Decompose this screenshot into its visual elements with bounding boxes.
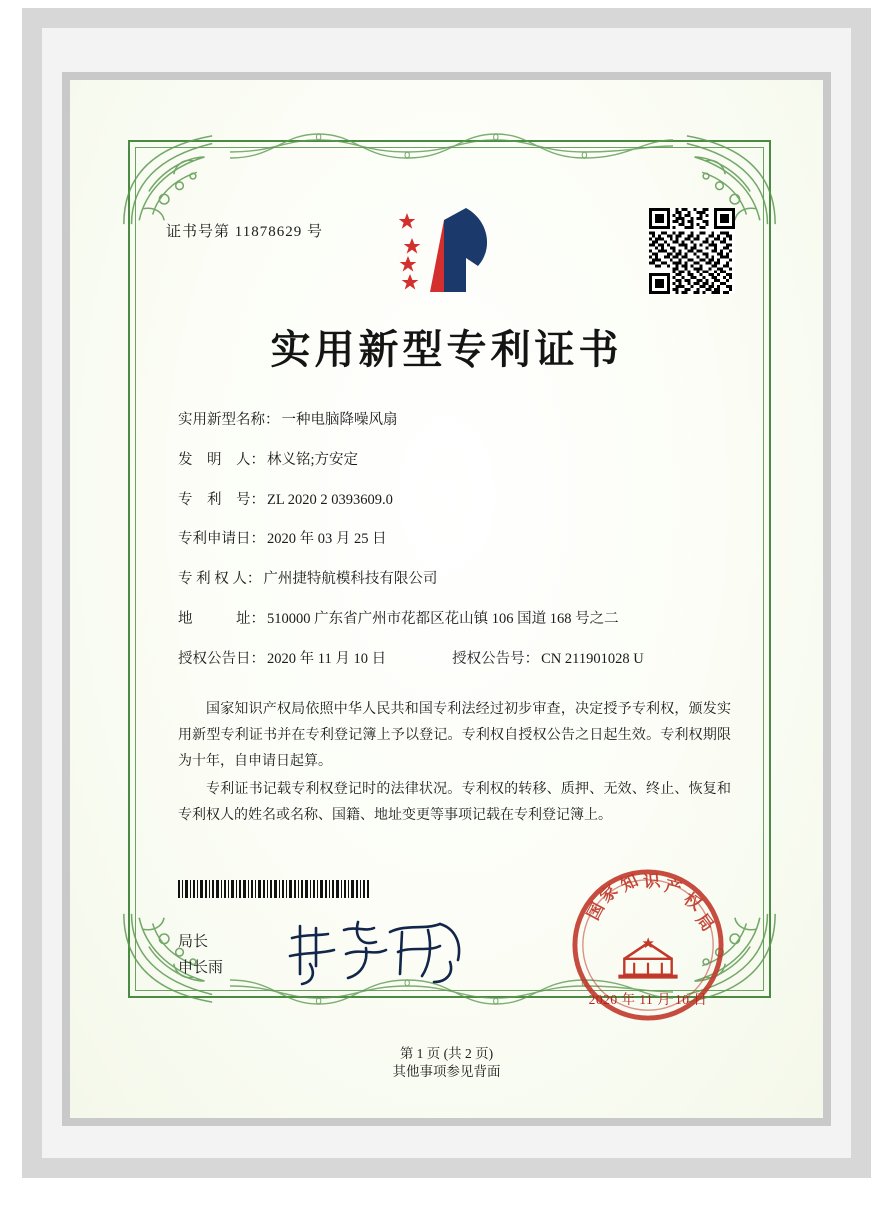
field-label-patent-number: 专 利 号： <box>178 491 265 508</box>
svg-text:识: 识 <box>642 870 662 892</box>
field-row-application-date <box>178 529 727 551</box>
qr-code-icon <box>649 208 735 294</box>
field-row-patentee <box>178 569 727 591</box>
field-row-address <box>178 609 727 631</box>
svg-text:知: 知 <box>617 869 642 896</box>
handwritten-signature <box>282 912 472 988</box>
field-label-address: 地 址： <box>178 610 265 627</box>
field-value-patent-number: ZL 2020 2 0393609.0 <box>267 491 393 508</box>
signature-block <box>178 930 223 981</box>
field-value-grant-number: CN 211901028 U <box>541 650 644 667</box>
field-value-address: 510000 广东省广州市花都区花山镇 106 国道 168 号之二 <box>267 610 619 627</box>
page-number: 第 1 页 (共 2 页) <box>399 1046 494 1061</box>
field-row-grant <box>178 649 727 671</box>
field-label-patentee: 专 利 权 人： <box>178 571 262 587</box>
certificate-document <box>70 80 823 1118</box>
field-label-grant-number: 授权公告号： <box>452 650 540 667</box>
field-row-inventor <box>178 450 727 472</box>
legal-paragraph-2: 专利证书记载专利权登记时的法律状况。专利权的转移、质押、无效、终止、恢复和专利权人的姓名或名称、国籍、地址变更等事项记载在专利登记簿上。 <box>178 781 731 823</box>
field-value-inventor: 林义铭;方安定 <box>267 451 359 468</box>
svg-text:产: 产 <box>662 875 684 899</box>
barcode <box>178 880 370 898</box>
page-title: 实用新型专利证书 <box>270 326 623 373</box>
cnipa-logo-icon <box>382 204 512 296</box>
signature-role: 局长 <box>178 934 209 950</box>
field-value-grant-date: 2020 年 11 月 10 日 <box>267 650 387 667</box>
field-label-inventor: 发 明 人： <box>178 451 265 468</box>
field-value-patentee: 广州捷特航模科技有限公司 <box>263 571 438 587</box>
field-label-utility-model-name: 实用新型名称： <box>178 412 280 428</box>
field-value-utility-model-name: 一种电脑降噪风扇 <box>281 412 398 428</box>
signature-name: 申长雨 <box>178 959 224 976</box>
field-row-name <box>178 410 727 432</box>
field-label-application-date: 专利申请日： <box>178 531 265 548</box>
field-value-application-date: 2020 年 03 月 25 日 <box>267 531 387 548</box>
svg-text:家: 家 <box>595 880 622 907</box>
seal-date: 2020 年 11 月 10 日 <box>588 992 708 1007</box>
field-row-patent-number <box>178 490 727 512</box>
legal-text <box>178 697 731 830</box>
certificate-number: 证书号第 11878629 号 <box>166 224 323 240</box>
ornament-edge-top-icon <box>230 128 673 162</box>
svg-text:局: 局 <box>692 909 719 935</box>
legal-paragraph-1: 国家知识产权局依照中华人民共和国专利法经过初步审查，决定授予专利权，颁发实用新型专利证书并在专利登记簿上予以登记。专利权自授权公告之日起生效。专利权期限为十年，自申请日起算。 <box>178 702 731 769</box>
ornament-corner-top-left-icon <box>120 132 216 228</box>
back-page-note: 其他事项参见背面 <box>392 1064 501 1079</box>
certificate-fields <box>178 410 727 688</box>
field-label-grant-date: 授权公告日： <box>178 650 265 667</box>
svg-text:国: 国 <box>582 898 609 924</box>
svg-text:权: 权 <box>680 888 706 915</box>
